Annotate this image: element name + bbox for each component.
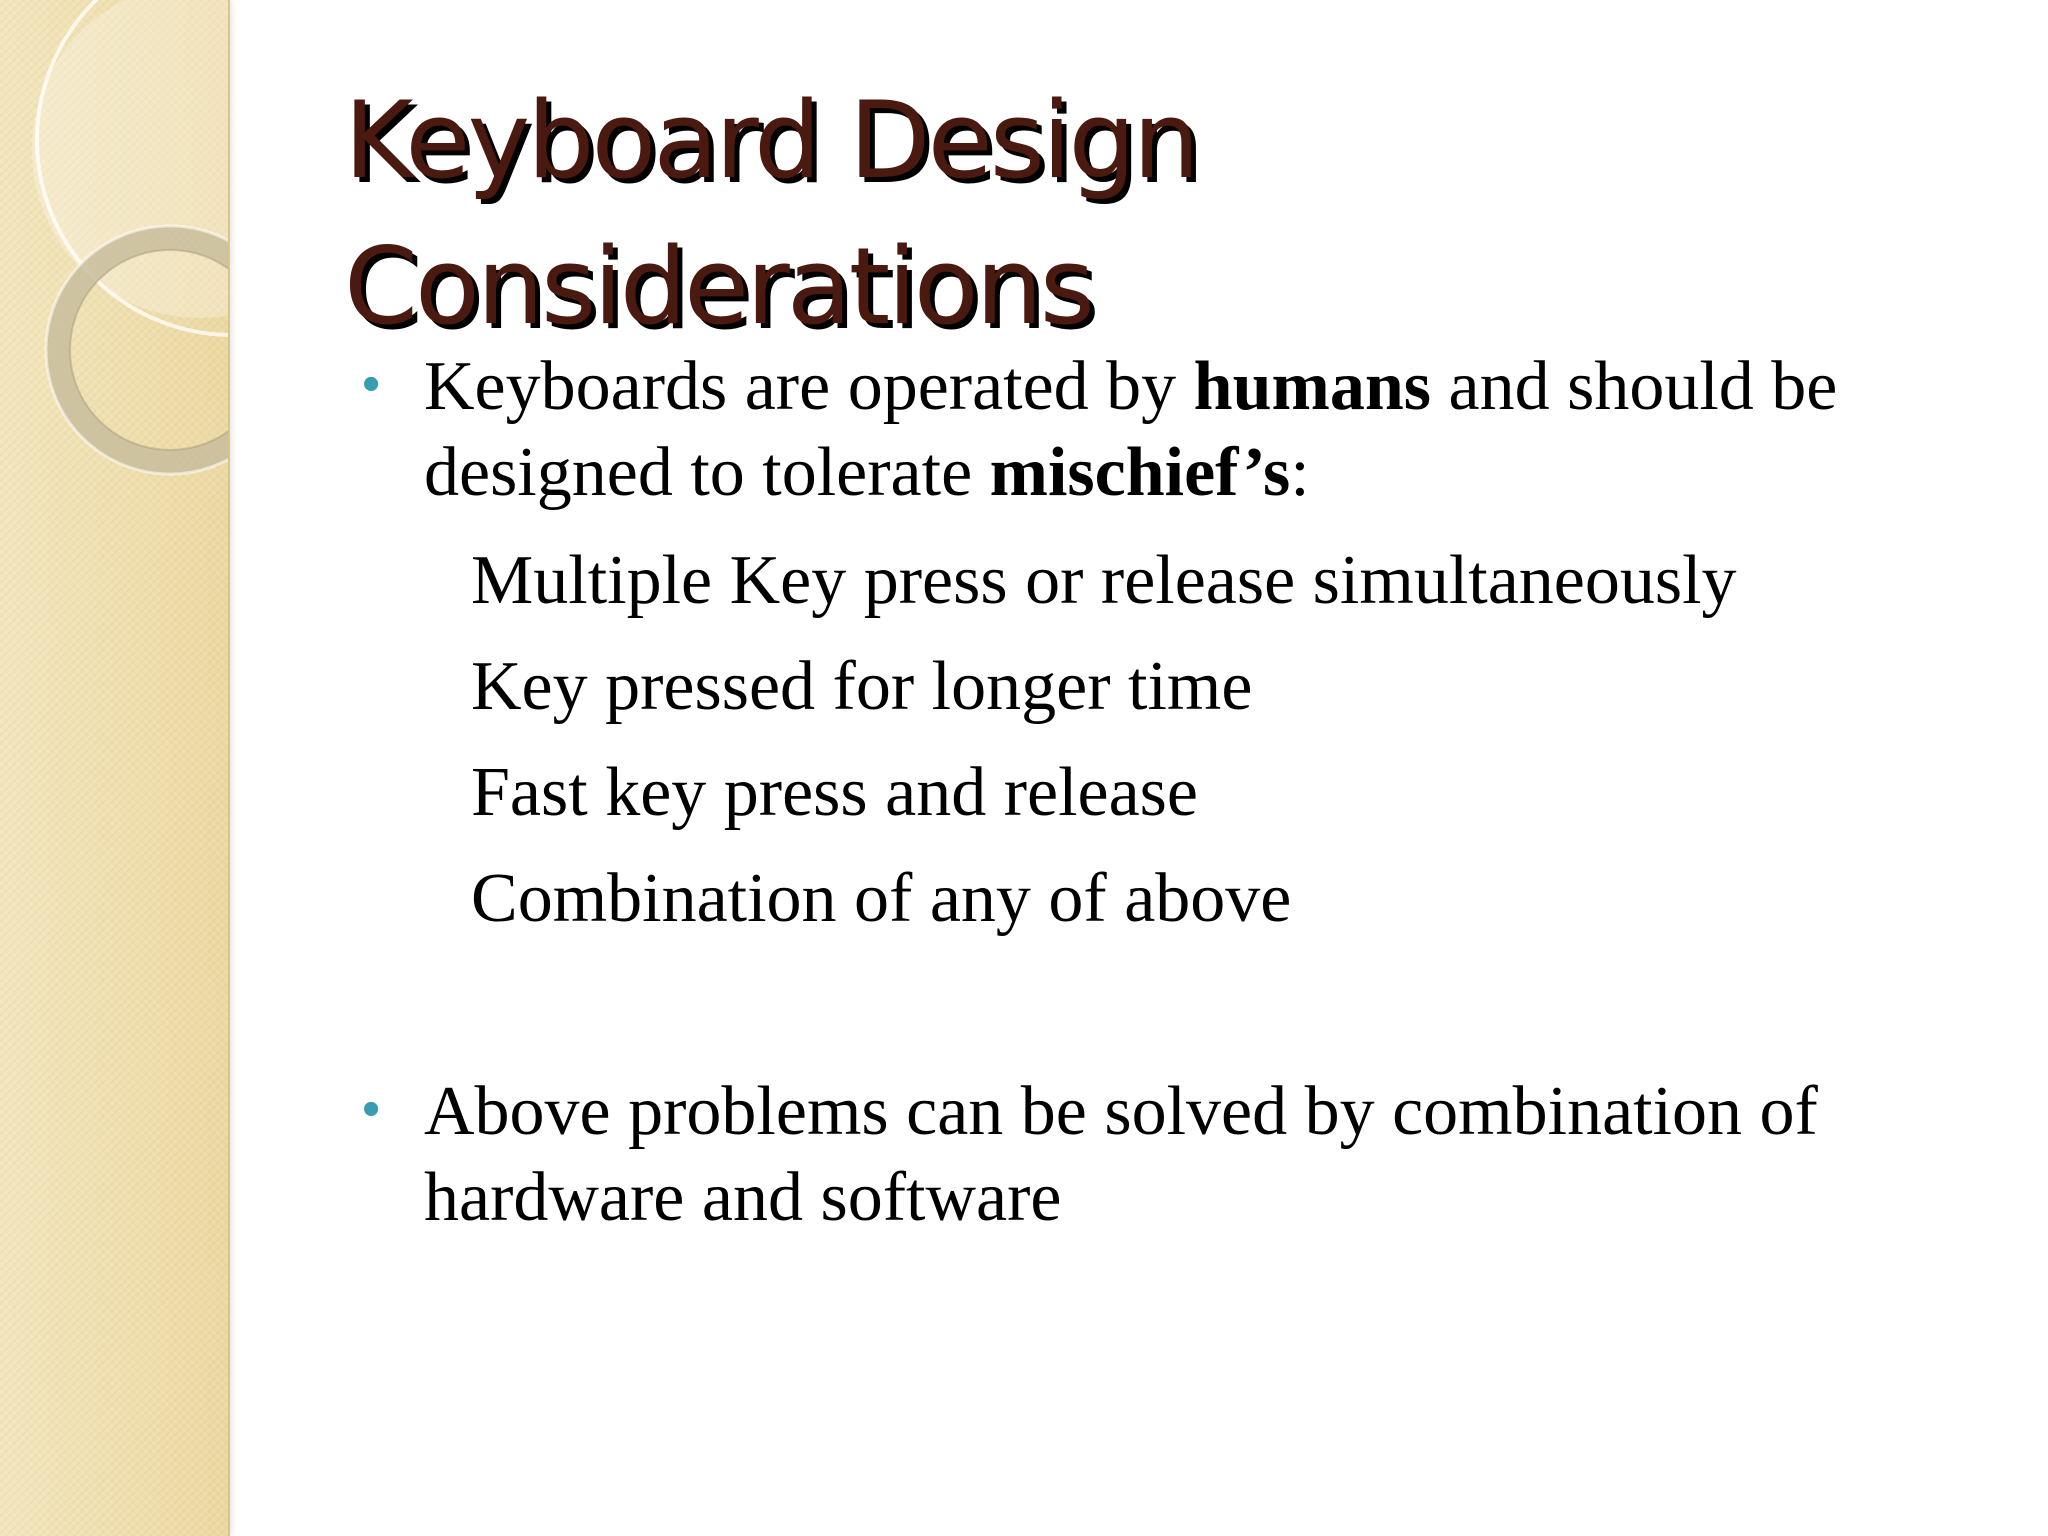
- slide-title-line-2: Considerations: [344, 225, 1093, 348]
- bullet-1-line-2: [424, 434, 1310, 511]
- bullet-1-text-b: and should be: [1431, 348, 1838, 425]
- sub-item-1: Multiple Key press or release simultaneously: [471, 542, 1737, 619]
- bullet-1-bold-mischiefs: mischief’s: [989, 434, 1291, 511]
- bullet-2-line-2: hardware and software: [424, 1159, 1062, 1236]
- bullet-marker-1: •: [362, 355, 381, 413]
- sub-item-3: Fast key press and release: [471, 754, 1198, 831]
- sub-item-4: Combination of any of above: [471, 860, 1292, 937]
- bullet-1-text-a: Keyboards are operated by: [424, 348, 1194, 425]
- bullet-marker-2: •: [362, 1080, 381, 1138]
- slide-title-line-1: Keyboard Design: [344, 79, 1197, 202]
- bullet-1-bold-humans: humans: [1193, 348, 1432, 425]
- bullet-1-text-d: :: [1290, 434, 1310, 511]
- bullet-1-text-c: designed to tolerate: [424, 434, 990, 511]
- sub-item-2: Key pressed for longer time: [471, 648, 1253, 725]
- bullet-1-line-1: [424, 348, 1838, 425]
- bullet-2-line-1: Above problems can be solved by combination of: [424, 1073, 1818, 1150]
